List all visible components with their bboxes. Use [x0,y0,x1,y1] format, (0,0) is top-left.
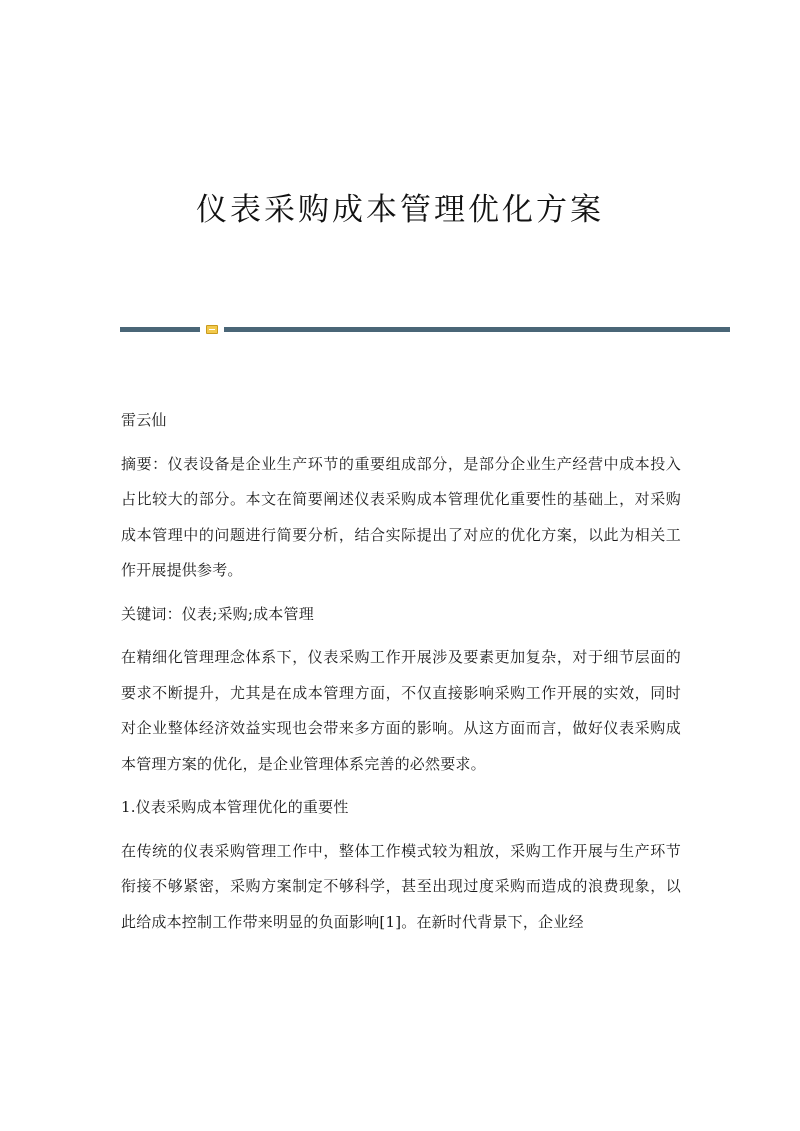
keywords-line: 关键词：仪表;采购;成本管理 [121,604,314,623]
document-body [121,403,681,948]
divider-right-segment [224,327,730,332]
section-heading: 1.仪表采购成本管理优化的重要性 [121,798,349,816]
section-paragraph: 在传统的仪表采购管理工作中，整体工作模式较为粗放，采购工作开展与生产环节衔接不够紧密，采购方案制定不够科学，甚至出现过度采购而造成的浪费现象，以此给成本控制工作带来明显的负面影响[1]。在新时代背景下，企业经 [121,841,681,931]
document-title: 仪表采购成本管理优化方案 [196,192,604,228]
intro-paragraph: 在精细化管理理念体系下，仪表采购工作开展涉及要素更加复杂，对于细节层面的要求不断提升，尤其是在成本管理方面，不仅直接影响采购工作开展的实效，同时对企业整体经济效益实现也会带来多方面的影响。从这方面而言，做好仪表采购成本管理方案的优化，是企业管理体系完善的必然要求。 [121,648,681,773]
author-name: 雷云仙 [121,411,167,429]
title-divider [120,325,730,333]
abstract-paragraph: 摘要：仪表设备是企业生产环节的重要组成部分，是部分企业生产经营中成本投入占比较大的部分。本文在简要阐述仪表采购成本管理优化重要性的基础上，对采购成本管理中的问题进行简要分析，结合实际提出了对应的优化方案，以此为相关工作开展提供参考。 [121,454,681,579]
divider-left-segment [120,327,200,332]
divider-ornament-icon [206,325,218,334]
